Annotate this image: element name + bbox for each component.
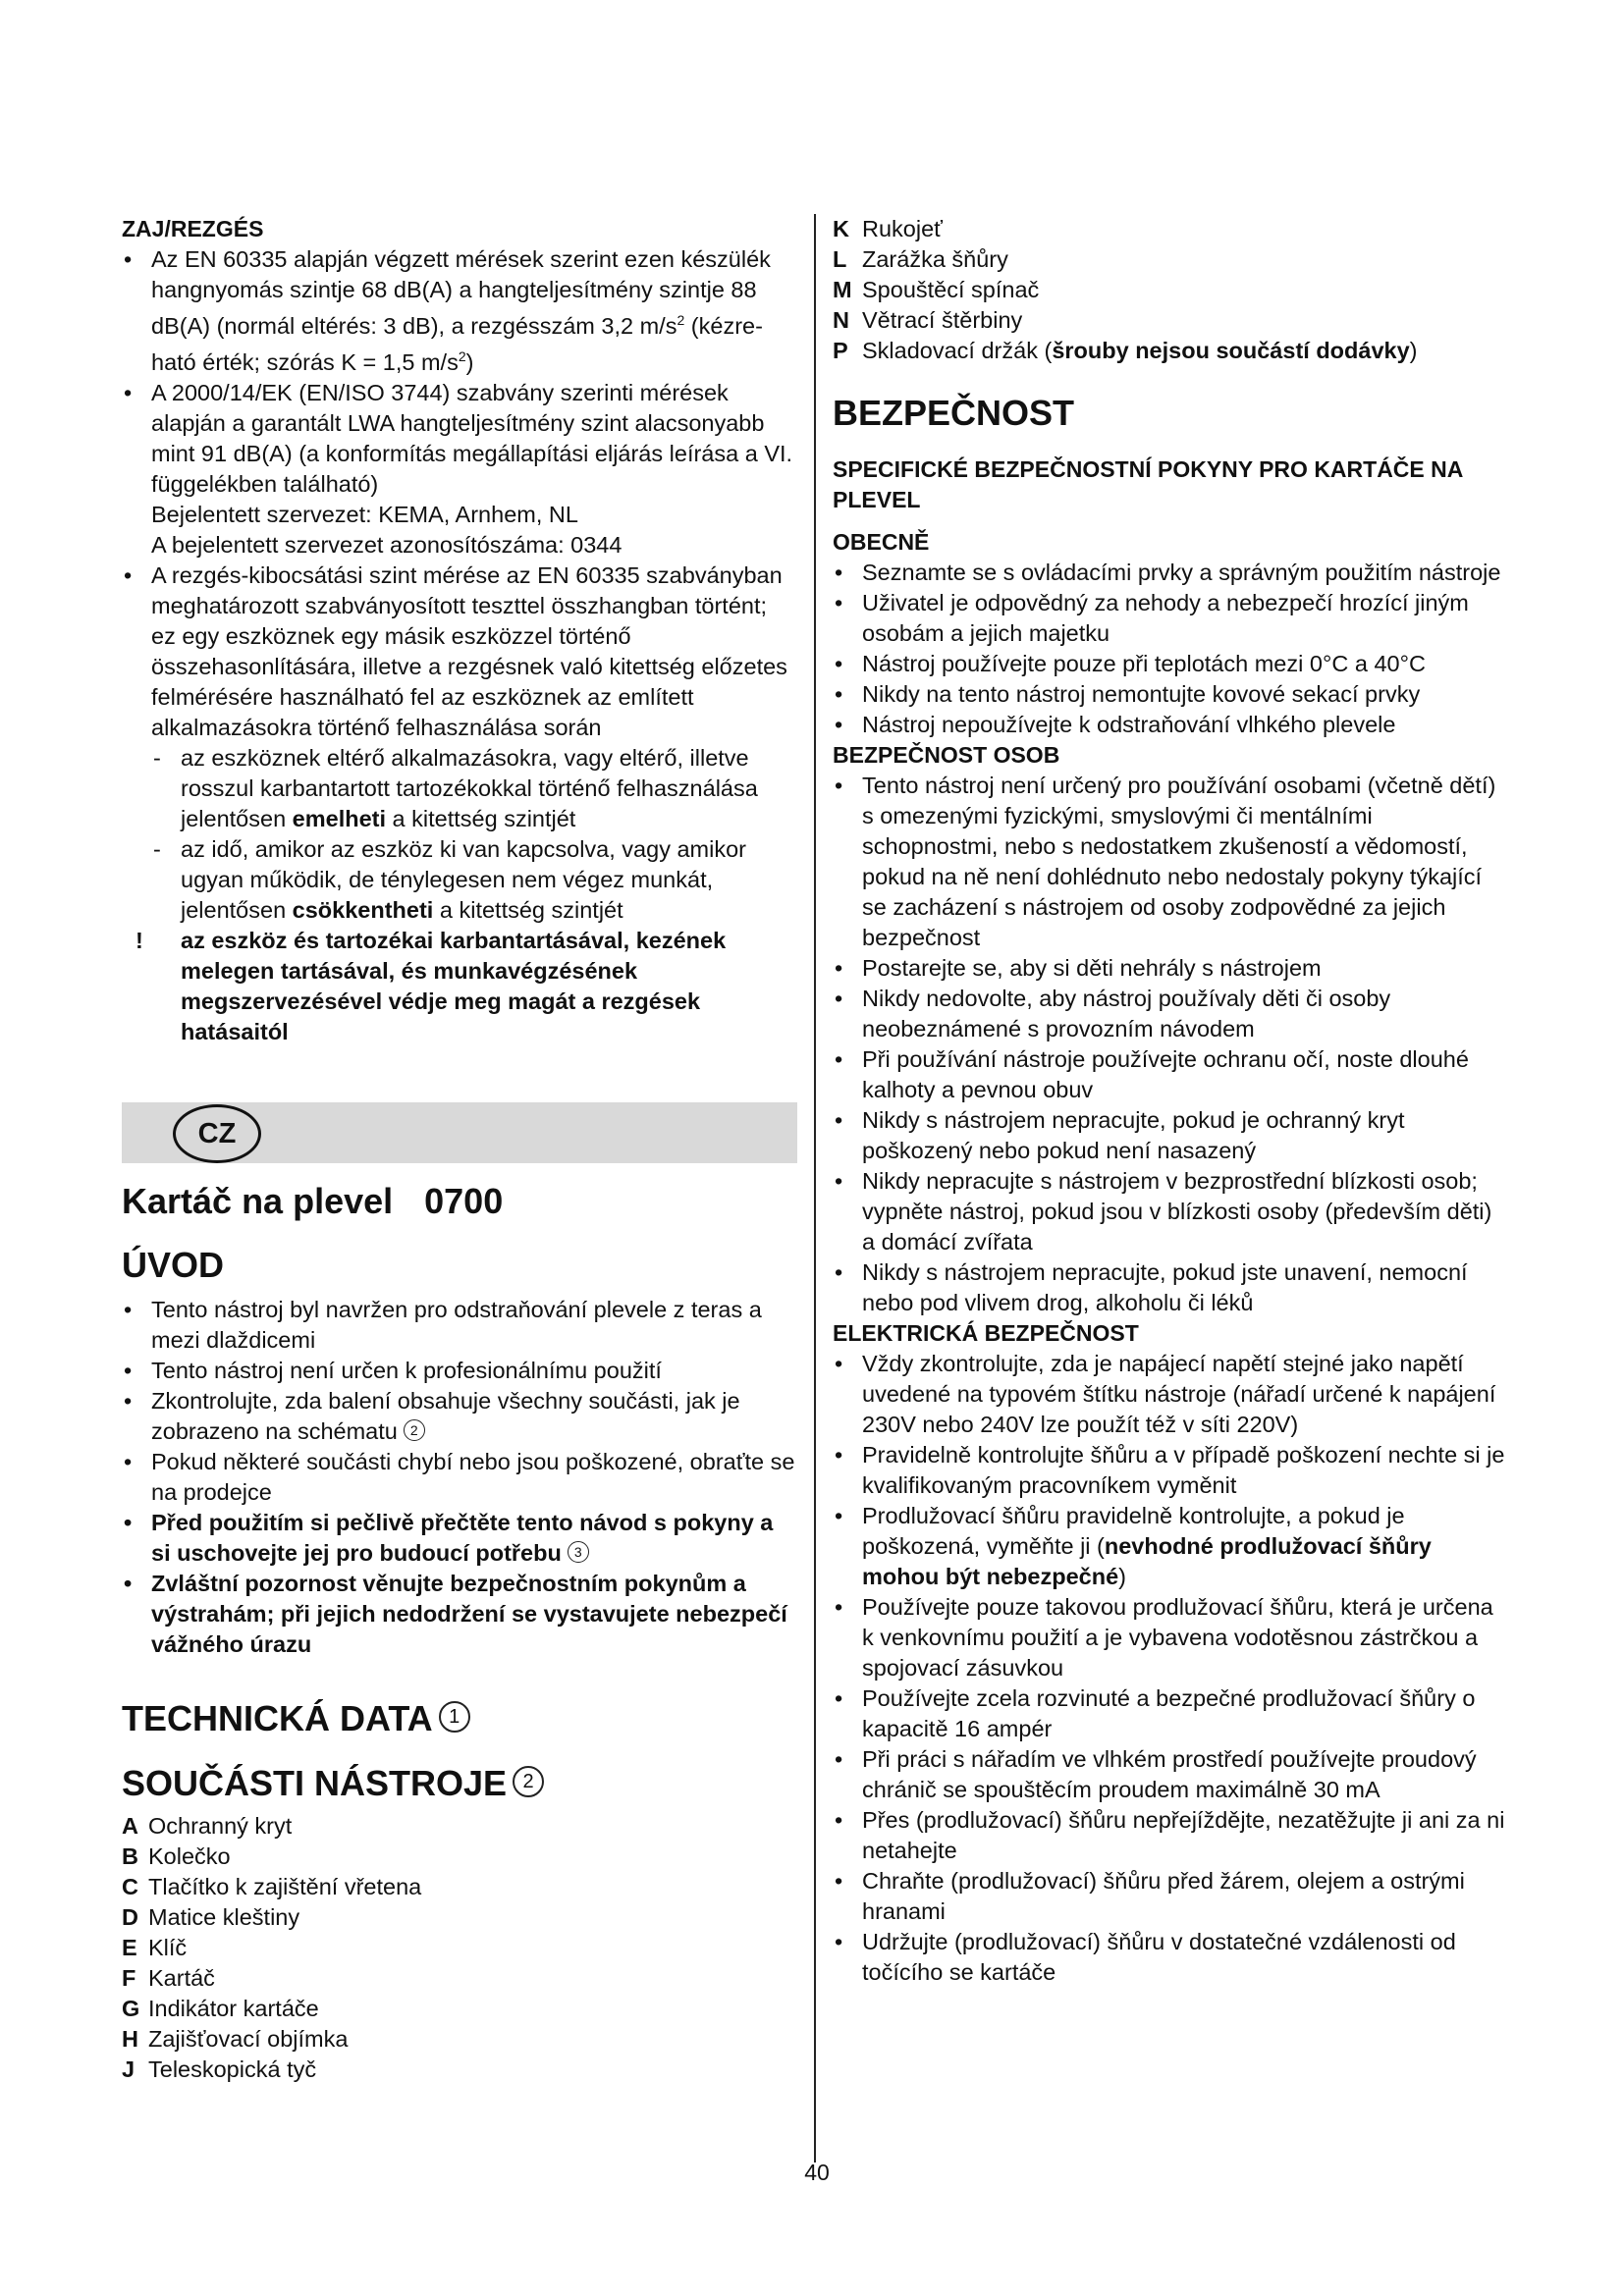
intro-b4-text: Pokud některé součásti chybí nebo jsou poškozené, obraťte se na prodejce: [151, 1448, 795, 1505]
part-label: Klíč: [148, 1934, 188, 1960]
part-letter: B: [122, 1842, 138, 1869]
intro-heading: ÚVOD: [122, 1244, 225, 1285]
part-label: Kartáč: [148, 1964, 215, 1991]
persons-item-text: Tento nástroj není určený pro používání osobami (včetně dětí) s omezenými fyzickými, smyslovými či mentálními schopnostmi, nebo s nedostatkem zkušeností a vědomostí, pokud na ně není dohlédnuto nebo nedostaly pokyny týkající se zacházení s nástrojem od osoby zodpovědné za jejich bezpečnost: [862, 773, 1496, 950]
electric-item-text: Udržujte (prodlužovací) šňůru v dostatečné vzdálenosti od točícího se kartáče: [862, 1929, 1456, 1985]
noise-b1-text: Az EN 60335 alapján végzett mérések szerint ezen készülék hangnyomás szintje 68 dB(A) a hangteljesítmény szintje 88 dB(A) (normál eltérés: 3 dB), a rezgésszám 3,2 m/s: [151, 246, 771, 339]
superscript: 2: [458, 347, 466, 364]
general-item-1: [833, 558, 1510, 588]
list-item: [833, 336, 1510, 366]
part-label: Kolečko: [148, 1842, 231, 1869]
bullet-marker: •: [835, 560, 843, 585]
electric-item-text: Chraňte (prodlužovací) šňůru před žárem, olejem a ostrými hranami: [862, 1868, 1465, 1924]
figure-ref-1: 1: [439, 1701, 470, 1733]
column-divider: [814, 214, 816, 2163]
bullet-marker: •: [835, 1107, 843, 1133]
noise-bullet-3: [122, 561, 797, 743]
bullet-marker: •: [124, 379, 133, 405]
intro-b2-text: Tento nástroj není určen k profesionálnímu použití: [151, 1357, 662, 1383]
persons-item-7: [833, 1257, 1510, 1318]
general-item-text: Nikdy na tento nástroj nemontujte kovové sekací prvky: [862, 681, 1421, 707]
persons-item-2: [833, 953, 1510, 984]
bullet-marker: •: [835, 1746, 843, 1772]
part-letter: A: [122, 1812, 138, 1839]
bullet-marker: •: [835, 986, 843, 1011]
tech-heading-text: TECHNICKÁ DATA: [122, 1697, 433, 1738]
persons-item-text: Nikdy nedovolte, aby nástroj používaly děti či osoby neobeznámené s provozním návodem: [862, 986, 1391, 1041]
general-item-text: Nástroj používejte pouze při teplotách mezi 0°C a 40°C: [862, 651, 1426, 676]
page-number: 40: [804, 2160, 830, 2185]
noise-s2-text: az idő, amikor az eszköz ki van kapcsolva, vagy amikor ugyan működik, de ténylegesen nem végez munkát, jelentősen: [181, 835, 746, 923]
bullet-marker: •: [835, 1351, 843, 1376]
intro-bullet-4: [122, 1447, 797, 1508]
bullet-marker: •: [835, 681, 843, 707]
part-letter: M: [833, 277, 852, 302]
persons-item-3: [833, 984, 1510, 1044]
figure-ref-2: 2: [404, 1419, 425, 1441]
part-label: Ochranný kryt: [148, 1812, 293, 1839]
electric-item-3: [833, 1501, 1510, 1592]
part-letter: P: [833, 338, 848, 363]
bullet-marker: •: [835, 1685, 843, 1711]
bullet-marker: •: [835, 590, 843, 615]
parts-list-left: [122, 1811, 797, 2085]
persons-item-4: [833, 1044, 1510, 1105]
electric-item-text: Používejte pouze takovou prodlužovací šňůru, která je určena k venkovnímu použití a je vybavena vodotěsnou zástrčkou a spojovací zásuvkou: [862, 1594, 1493, 1681]
intro-b6-text: Zvláštní pozornost věnujte bezpečnostním pokynům a výstrahám; při jejich nedodržení se vystavujete nebezpečí vážného úrazu: [151, 1570, 787, 1657]
electric-item-text: Používejte zcela rozvinuté a bezpečné prodlužovací šňůry o kapacitě 16 ampér: [862, 1685, 1476, 1741]
noise-b2-text: A 2000/14/EK (EN/ISO 3744) szabvány szerinti mérések alapján a garantált LWA hangteljesítmény szint alacsonyabb mint 91 dB(A) (a konformítás megállapítási eljárás leírása a VI. függelékben található): [151, 379, 793, 497]
electric-item-text: Vždy zkontrolujte, zda je napájecí napětí stejné jako napětí uvedené na typovém štítku nástroje (nářadí určené k napájení 230V nebo 240V lze použít též v síti 220V): [862, 1351, 1496, 1437]
bullet-marker: •: [835, 651, 843, 676]
persons-item-text: Při používání nástroje používejte ochranu očí, noste dlouhé kalhoty a pevnou obuv: [862, 1046, 1469, 1102]
part-label: Zarážka šňůry: [862, 246, 1008, 272]
bullet-marker: •: [835, 1046, 843, 1072]
electric-item-bold: nevhodné prodlužovací šňůry mohou být nebezpečné: [862, 1533, 1432, 1589]
language-banner: [122, 1102, 797, 1163]
part-label: Tlačítko k zajištění vřetena: [148, 1873, 422, 1899]
part-label-bold: šrouby nejsou součástí dodávky: [1052, 338, 1410, 363]
exclamation-marker: !: [135, 927, 143, 953]
intro-bullet-2: [122, 1356, 797, 1386]
part-label: Teleskopická tyč: [148, 2056, 317, 2082]
persons-heading: BEZPEČNOST OSOB: [833, 742, 1060, 768]
figure-ref-2: 2: [513, 1766, 544, 1797]
tech-heading: [122, 1695, 797, 1742]
electric-item-text: Prodlužovací šňůru pravidelně kontrolujte, a pokud je poškozená, vyměňte ji (: [862, 1503, 1405, 1559]
intro-b5-text: Před použitím si pečlivě přečtěte tento návod s pokyny a si uschovejte jej pro budoucí potřebu: [151, 1509, 774, 1566]
bullet-marker: •: [124, 1387, 133, 1414]
electric-item-post: ): [1118, 1564, 1126, 1589]
bullet-marker: •: [835, 1807, 843, 1833]
list-item: [833, 244, 1510, 275]
electric-item-6: [833, 1744, 1510, 1805]
electric-item-7: [833, 1805, 1510, 1866]
list-item: [833, 214, 1510, 244]
right-column: [833, 214, 1510, 1988]
electric-item-5: [833, 1683, 1510, 1744]
product-number: 0700: [424, 1180, 504, 1221]
bullet-marker: •: [835, 1259, 843, 1285]
electric-item-4: [833, 1592, 1510, 1683]
notified-body: Bejelentett szervezet: KEMA, Arnhem, NL: [151, 501, 578, 527]
bullet-marker: •: [124, 1509, 133, 1535]
part-label: Větrací štěrbiny: [862, 307, 1023, 333]
noise-bullet-1: [122, 244, 797, 378]
list-item: [122, 1963, 797, 1994]
electric-item-1: [833, 1349, 1510, 1440]
safety-heading: BEZPEČNOST: [833, 393, 1075, 433]
bullet-marker: •: [124, 561, 133, 588]
bullet-marker: •: [835, 955, 843, 981]
dash-marker: -: [153, 835, 161, 862]
general-item-text: Nástroj nepoužívejte k odstraňování vlhkého plevele: [862, 712, 1396, 737]
bullet-marker: •: [835, 1442, 843, 1468]
electric-item-text: Při práci s nářadím ve vlhkém prostředí používejte proudový chránič se spouštěcím proudem maximálně 30 mA: [862, 1746, 1477, 1802]
part-letter: E: [122, 1934, 137, 1960]
parts-list-right: [833, 214, 1510, 366]
intro-bullet-6: [122, 1569, 797, 1660]
bullet-marker: •: [124, 1570, 133, 1596]
part-label-post: ): [1409, 338, 1418, 363]
noise-s2-post: a kitettség szintjét: [433, 896, 623, 923]
intro-bullet-5: [122, 1508, 797, 1569]
list-item: [833, 305, 1510, 336]
noise-bullet-2: [122, 378, 797, 561]
noise-warning-text: az eszköz és tartozékai karbantartásával, kezének melegen tartásával, és munkavégzésének megszervezésével védje meg magát a rezgések hatásaitól: [181, 927, 727, 1044]
bullet-marker: •: [835, 1594, 843, 1620]
part-label: Rukojeť: [862, 216, 943, 241]
electric-item-9: [833, 1927, 1510, 1988]
left-column: [122, 214, 797, 2085]
list-item: [122, 2024, 797, 2055]
bullet-marker: •: [835, 1503, 843, 1528]
bullet-marker: •: [835, 773, 843, 798]
noise-heading: ZAJ/REZGÉS: [122, 216, 264, 241]
list-item: [122, 1811, 797, 1842]
noise-subitem-1: [122, 743, 797, 834]
list-item: [122, 1902, 797, 1933]
electric-item-2: [833, 1440, 1510, 1501]
persons-item-6: [833, 1166, 1510, 1257]
noise-s2-bold: csökkentheti: [292, 896, 434, 923]
bullet-marker: •: [124, 1448, 133, 1474]
bullet-marker: •: [835, 712, 843, 737]
part-letter: J: [122, 2056, 135, 2082]
part-label: Zajišťovací objímka: [148, 2025, 349, 2052]
language-badge: CZ: [173, 1104, 261, 1163]
general-item-3: [833, 649, 1510, 679]
electric-item-8: [833, 1866, 1510, 1927]
persons-item-text: Postarejte se, aby si děti nehrály s nástrojem: [862, 955, 1322, 981]
electric-item-text: Přes (prodlužovací) šňůru nepřejíždějte, nezatěžujte ji ani za ni netahejte: [862, 1807, 1505, 1863]
part-label: Indikátor kartáče: [148, 1995, 319, 2021]
part-label: Spouštěcí spínač: [862, 277, 1040, 302]
general-heading: OBECNĚ: [833, 529, 930, 555]
persons-item-text: Nikdy nepracujte s nástrojem v bezprostřední blízkosti osob; vypněte nástroj, pokud jsou v blízkosti osoby (především děti) a domácí zvířata: [862, 1168, 1492, 1255]
part-letter: D: [122, 1903, 138, 1930]
intro-b1-text: Tento nástroj byl navržen pro odstraňování plevele z teras a mezi dlaždicemi: [151, 1296, 762, 1353]
bullet-marker: •: [835, 1929, 843, 1954]
superscript: 2: [677, 312, 685, 328]
general-item-4: [833, 679, 1510, 710]
product-name: Kartáč na plevel: [122, 1180, 394, 1221]
electric-item-text: Pravidelně kontrolujte šňůru a v případě poškození nechte si je kvalifikovaným pracovníkem vyměnit: [862, 1442, 1505, 1498]
persons-item-5: [833, 1105, 1510, 1166]
parts-heading-text: SOUČÁSTI NÁSTROJE: [122, 1762, 508, 1803]
bullet-marker: •: [124, 1296, 133, 1322]
general-item-text: Uživatel je odpovědný za nehody a nebezpečí hrozící jiným osobám a jejich majetku: [862, 590, 1469, 646]
part-label: Skladovací držák (: [862, 338, 1053, 363]
intro-bullet-3: [122, 1386, 797, 1447]
part-letter: K: [833, 216, 849, 241]
persons-item-1: [833, 771, 1510, 953]
electric-heading: ELEKTRICKÁ BEZPEČNOST: [833, 1320, 1139, 1346]
noise-subitem-2: [122, 834, 797, 926]
persons-item-text: Nikdy s nástrojem nepracujte, pokud jste unavení, nemocní nebo pod vlivem drog, alkoholu či léků: [862, 1259, 1468, 1315]
bullet-marker: •: [124, 246, 133, 272]
noise-s1-bold: emelheti: [292, 805, 387, 831]
part-letter: G: [122, 1995, 140, 2021]
figure-ref-3: 3: [568, 1541, 589, 1563]
general-item-2: [833, 588, 1510, 649]
product-title: [122, 1179, 797, 1224]
bullet-marker: •: [835, 1868, 843, 1894]
part-letter: C: [122, 1873, 138, 1899]
intro-b3-text: Zkontrolujte, zda balení obsahuje všechny součásti, jak je zobrazeno na schématu: [151, 1387, 740, 1444]
noise-s1-post: a kitettség szintjét: [386, 805, 576, 831]
intro-bullet-1: [122, 1295, 797, 1356]
list-item: [122, 1872, 797, 1902]
noise-s1-text: az eszköznek eltérő alkalmazásokra, vagy eltérő, illetve rosszul karbantartott tartozékokkal történő felhasználása jelentősen: [181, 744, 758, 831]
general-item-5: [833, 710, 1510, 740]
list-item: [122, 1994, 797, 2024]
part-letter: H: [122, 2025, 138, 2052]
general-item-text: Seznamte se s ovládacími prvky a správným použitím nástroje: [862, 560, 1501, 585]
list-item: [122, 1933, 797, 1963]
notified-body-id: A bejelentett szervezet azonosítószáma: 0344: [151, 531, 623, 558]
list-item: [122, 1842, 797, 1872]
part-letter: F: [122, 1964, 136, 1991]
noise-b1-mid: (kézre-ható érték; szórás K = 1,5 m/s: [151, 312, 763, 375]
bullet-marker: •: [835, 1168, 843, 1194]
part-letter: L: [833, 246, 847, 272]
dash-marker: -: [153, 744, 161, 771]
list-item: [122, 2055, 797, 2085]
part-label: Matice kleštiny: [148, 1903, 300, 1930]
safety-specific-heading: SPECIFICKÉ BEZPEČNOSTNÍ POKYNY PRO KARTÁČE NA PLEVEL: [833, 456, 1463, 512]
noise-warning: [122, 926, 797, 1047]
persons-item-text: Nikdy s nástrojem nepracujte, pokud je ochranný kryt poškozený nebo pokud není nasazený: [862, 1107, 1405, 1163]
noise-b1-post: ): [465, 348, 474, 375]
noise-b3-text: A rezgés-kibocsátási szint mérése az EN 60335 szabványban meghatározott szabványosított teszttel összhangban történt; ez egy eszköznek egy másik eszközzel történő összehasonlítására, illetve a rezgésnek való kitettség előzetes felmérésére használható fel az eszköznek az említett alkalmazásokra történő felhasználása során: [151, 561, 787, 740]
part-letter: N: [833, 307, 849, 333]
parts-heading: [122, 1760, 797, 1807]
bullet-marker: •: [124, 1357, 133, 1383]
list-item: [833, 275, 1510, 305]
